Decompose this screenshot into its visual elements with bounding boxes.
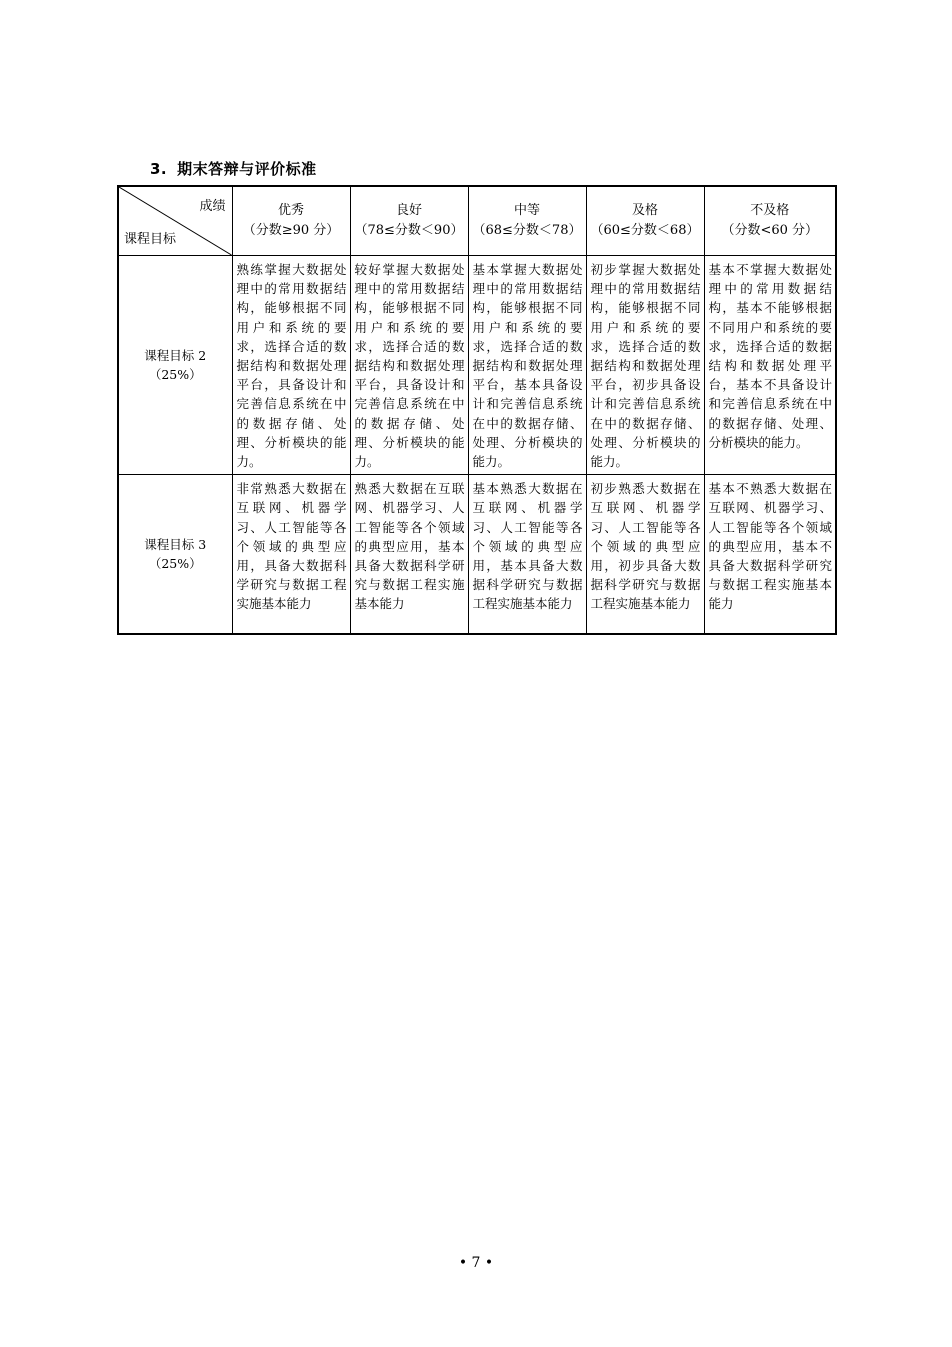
criteria-cell: 初步掌握大数据处理中的常用数据结构，能够根据不同用户和系统的要求，选择合适的数据结构和数据处理平台，初步具备设计和完善信息系统在中的数据存储、处理、分析模块的能力。 — [586, 256, 704, 475]
table-header-row — [118, 186, 836, 256]
grade-header-excellent — [232, 186, 350, 256]
page-number: • 7 • — [458, 1255, 494, 1271]
section-heading — [150, 158, 317, 179]
corner-label-goal: 课程目标 — [124, 232, 177, 247]
course-goal-label: 课程目标 2 — [144, 348, 207, 364]
criteria-cell: 基本熟悉大数据在互联网、机器学习、人工智能等各个领域的典型应用，基本具备大数据科学研究与数据工程实施基本能力 — [468, 475, 586, 635]
section-number: 3. — [150, 160, 168, 178]
table-row — [118, 256, 836, 475]
corner-label-grade: 成绩 — [199, 199, 226, 214]
criteria-cell: 熟练掌握大数据处理中的常用数据结构，能够根据不同用户和系统的要求，选择合适的数据结构和数据处理平台，具备设计和完善信息系统在中的数据存储、处理、分析模块的能力。 — [232, 256, 350, 475]
course-goal-weight: （25%） — [148, 556, 202, 572]
grade-range: （60≤分数＜68） — [590, 223, 700, 238]
criteria-cell: 基本不熟悉大数据在互联网、机器学习、人工智能等各个领域的典型应用，基本不具备大数据科学研究与数据工程实施基本能力 — [704, 475, 836, 635]
grade-name: 不及格 — [750, 203, 790, 218]
grade-name: 良好 — [395, 203, 422, 218]
grade-name: 优秀 — [277, 203, 304, 218]
course-goal-weight: （25%） — [148, 367, 202, 383]
criteria-cell: 较好掌握大数据处理中的常用数据结构，能够根据不同用户和系统的要求，选择合适的数据结构和数据处理平台，具备设计和完善信息系统在中的数据存储、处理、分析模块的能力。 — [350, 256, 468, 475]
course-goal-cell — [118, 475, 232, 635]
criteria-cell: 非常熟悉大数据在互联网、机器学习、人工智能等各个领域的典型应用，具备大数据科学研究与数据工程实施基本能力 — [232, 475, 350, 635]
evaluation-table — [117, 185, 837, 635]
course-goal-cell — [118, 256, 232, 475]
grade-name: 及格 — [631, 203, 658, 218]
grade-header-good — [350, 186, 468, 256]
criteria-cell: 初步熟悉大数据在互联网、机器学习、人工智能等各个领域的典型应用，初步具备大数据科学研究与数据工程实施基本能力 — [586, 475, 704, 635]
criteria-cell: 基本不掌握大数据处理中的常用数据结构，基本不能够根据不同用户和系统的要求，选择合适的数据结构和数据处理平台，基本不具备设计和完善信息系统在中的数据存储、处理、分析模块的能力。 — [704, 256, 836, 475]
criteria-cell: 基本掌握大数据处理中的常用数据结构，能够根据不同用户和系统的要求，选择合适的数据结构和数据处理平台，基本具备设计和完善信息系统在中的数据存储、处理、分析模块的能力。 — [468, 256, 586, 475]
grade-header-fail — [704, 186, 836, 256]
grade-range: （分数<60 分） — [721, 223, 819, 238]
grade-header-medium — [468, 186, 586, 256]
grade-range: （78≤分数＜90） — [354, 223, 464, 238]
course-goal-label: 课程目标 3 — [144, 537, 207, 553]
diagonal-header-cell — [118, 186, 232, 256]
grade-name: 中等 — [513, 203, 540, 218]
grade-header-pass — [586, 186, 704, 256]
grade-range: （68≤分数＜78） — [472, 223, 582, 238]
criteria-cell: 熟悉大数据在互联网、机器学习、人工智能等各个领域的典型应用，基本具备大数据科学研究与数据工程实施基本能力 — [350, 475, 468, 635]
table-row — [118, 475, 836, 635]
section-title: 期末答辩与评价标准 — [177, 160, 317, 178]
grade-range: （分数≥90 分） — [242, 223, 340, 238]
